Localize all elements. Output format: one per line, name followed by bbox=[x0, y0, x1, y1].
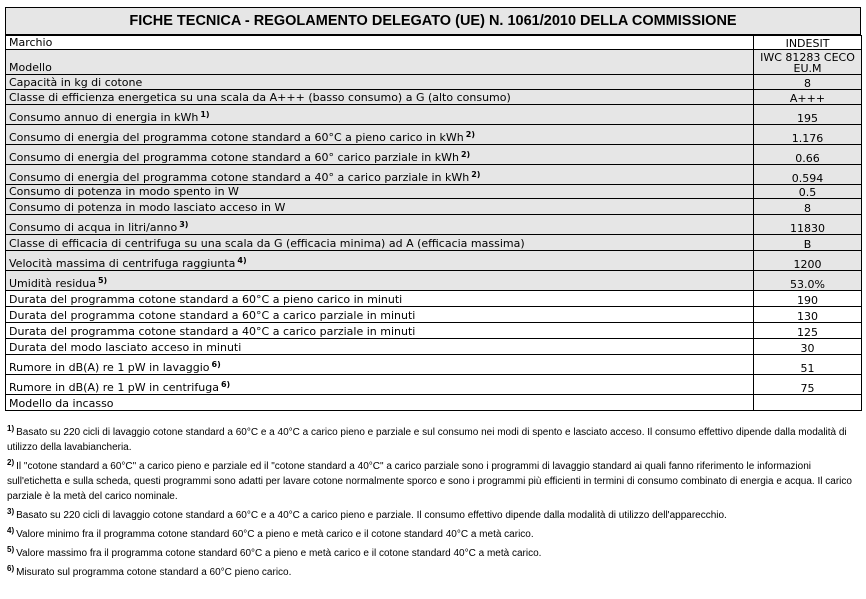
spec-row bbox=[6, 307, 862, 323]
footnote-text: Misurato sul programma cotone standard a 60°C pieno carico. bbox=[16, 567, 292, 578]
spec-label-cell bbox=[6, 355, 754, 375]
footnote-text: Valore minimo fra il programma cotone standard 60°C a pieno e metà carico e il cotone standard 40°C a metà carico. bbox=[16, 529, 534, 540]
footnote-ref: 6) bbox=[220, 380, 231, 389]
footnote-mark: 4) bbox=[7, 526, 15, 535]
spec-row bbox=[6, 271, 862, 291]
spec-value: 51 bbox=[754, 355, 862, 375]
spec-label: Durata del modo lasciato acceso in minuti bbox=[9, 341, 242, 354]
spec-label: Consumo di energia del programma cotone standard a 60° carico parziale in kWh bbox=[9, 151, 459, 164]
spec-label-cell bbox=[6, 235, 754, 251]
spec-table bbox=[5, 35, 862, 411]
spec-label-cell bbox=[6, 125, 754, 145]
footnote-text: Valore massimo fra il programma cotone standard 60°C a pieno e metà carico e il cotone standard 40°C a metà carico. bbox=[16, 548, 542, 559]
spec-value: 0.5 bbox=[754, 185, 862, 199]
spec-label-cell bbox=[6, 75, 754, 90]
footnote-ref: 2) bbox=[460, 150, 471, 159]
spec-label: Consumo di potenza in modo lasciato acceso in W bbox=[9, 201, 286, 214]
spec-value: A+++ bbox=[754, 90, 862, 105]
spec-value: 190 bbox=[754, 291, 862, 307]
spec-label: Consumo di energia del programma cotone standard a 60°C a pieno carico in kWh bbox=[9, 131, 464, 144]
spec-value: B bbox=[754, 235, 862, 251]
spec-label-cell bbox=[6, 145, 754, 165]
spec-row bbox=[6, 145, 862, 165]
spec-value: 30 bbox=[754, 339, 862, 355]
footnote bbox=[7, 508, 855, 523]
spec-label: Modello da incasso bbox=[9, 397, 114, 410]
spec-label: Classe di efficacia di centrifuga su una scala da G (efficacia minima) ad A (efficacia massima) bbox=[9, 237, 525, 250]
spec-value: INDESIT bbox=[754, 36, 862, 50]
spec-label-cell bbox=[6, 90, 754, 105]
footnote bbox=[7, 546, 855, 561]
spec-row bbox=[6, 355, 862, 375]
spec-row bbox=[6, 90, 862, 105]
footnote-mark: 3) bbox=[7, 507, 15, 516]
spec-value: 11830 bbox=[754, 215, 862, 235]
footnote-ref: 2) bbox=[471, 170, 481, 179]
footnote-mark: 2) bbox=[7, 458, 15, 467]
footnote bbox=[7, 527, 855, 542]
spec-label-cell bbox=[6, 271, 754, 291]
spec-label-cell bbox=[6, 105, 754, 125]
spec-value: IWC 81283 CECO EU.M bbox=[754, 50, 862, 75]
spec-row bbox=[6, 215, 862, 235]
spec-label-cell bbox=[6, 36, 754, 50]
spec-value: 8 bbox=[754, 199, 862, 215]
spec-row bbox=[6, 375, 862, 395]
footnote-ref: 3) bbox=[179, 220, 189, 229]
spec-row bbox=[6, 199, 862, 215]
spec-value: 125 bbox=[754, 323, 862, 339]
spec-row bbox=[6, 50, 862, 75]
sheet-title: FICHE TECNICA - REGOLAMENTO DELEGATO (UE) N. 1061/2010 DELLA COMMISSIONE bbox=[5, 7, 861, 35]
spec-row bbox=[6, 125, 862, 145]
spec-label: Consumo di potenza in modo spento in W bbox=[9, 185, 239, 198]
spec-label-cell bbox=[6, 215, 754, 235]
spec-label-cell bbox=[6, 185, 754, 199]
spec-label: Durata del programma cotone standard a 60°C a pieno carico in minuti bbox=[9, 293, 403, 306]
footnote bbox=[7, 459, 855, 504]
spec-row bbox=[6, 165, 862, 185]
spec-value: 8 bbox=[754, 75, 862, 90]
spec-row bbox=[6, 323, 862, 339]
footnotes bbox=[7, 425, 855, 580]
footnote-ref: 5) bbox=[97, 276, 108, 285]
spec-label-cell bbox=[6, 251, 754, 271]
spec-label: Capacità in kg di cotone bbox=[9, 76, 143, 89]
footnote-mark: 1) bbox=[7, 424, 15, 433]
spec-row bbox=[6, 251, 862, 271]
spec-label-cell bbox=[6, 395, 754, 411]
spec-label: Consumo di acqua in litri/anno bbox=[9, 221, 178, 234]
spec-value: 195 bbox=[754, 105, 862, 125]
spec-label: Velocità massima di centrifuga raggiunta bbox=[9, 257, 236, 270]
spec-label: Consumo di energia del programma cotone standard a 40° a carico parziale in kWh bbox=[9, 171, 470, 184]
spec-label-cell bbox=[6, 291, 754, 307]
spec-label-cell bbox=[6, 199, 754, 215]
spec-row bbox=[6, 339, 862, 355]
spec-label-cell bbox=[6, 50, 754, 75]
footnote bbox=[7, 565, 855, 580]
footnote-ref: 4) bbox=[237, 256, 247, 265]
spec-value: 0.66 bbox=[754, 145, 862, 165]
spec-sheet bbox=[5, 7, 861, 411]
spec-label: Durata del programma cotone standard a 40°C a carico parziale in minuti bbox=[9, 325, 416, 338]
spec-label-cell bbox=[6, 165, 754, 185]
footnote bbox=[7, 425, 855, 455]
spec-row bbox=[6, 395, 862, 411]
spec-value: 1.176 bbox=[754, 125, 862, 145]
footnote-text: Basato su 220 cicli di lavaggio cotone standard a 60°C e a 40°C a carico pieno e parziale. Il consumo effettivo dipende dalla modalità di utilizzo dell'apparecchio. bbox=[16, 510, 727, 521]
footnote-ref: 2) bbox=[465, 130, 475, 139]
spec-row bbox=[6, 105, 862, 125]
spec-label: Consumo annuo di energia in kWh bbox=[9, 111, 199, 124]
spec-label: Marchio bbox=[9, 36, 53, 49]
spec-label: Rumore in dB(A) re 1 pW in centrifuga bbox=[9, 381, 219, 394]
footnote-text: Basato su 220 cicli di lavaggio cotone standard a 60°C e a 40°C a carico pieno e parziale e sul consumo nei modi di spento e lasciato acceso. Il consumo effettivo dipende dalla modalità di utilizzo della lavabiancheria. bbox=[7, 427, 847, 453]
spec-value: 75 bbox=[754, 375, 862, 395]
spec-value: 130 bbox=[754, 307, 862, 323]
spec-label: Umidità residua bbox=[9, 277, 96, 290]
spec-value bbox=[754, 395, 862, 411]
spec-row bbox=[6, 235, 862, 251]
spec-label: Modello bbox=[9, 61, 52, 74]
spec-label-cell bbox=[6, 339, 754, 355]
footnote-ref: 1) bbox=[200, 110, 210, 119]
spec-label: Rumore in dB(A) re 1 pW in lavaggio bbox=[9, 361, 210, 374]
spec-label-cell bbox=[6, 307, 754, 323]
spec-row bbox=[6, 75, 862, 90]
spec-row bbox=[6, 36, 862, 50]
spec-value: 0.594 bbox=[754, 165, 862, 185]
spec-row bbox=[6, 291, 862, 307]
footnote-text: Il "cotone standard a 60°C" a carico pieno e parziale ed il "cotone standard a 40°C" a carico parziale sono i programmi di lavaggio standard ai quali fanno riferimento le informazioni sull'etichetta e sulla scheda, questi programmi sono adatti per lavare cotone normalmente sporco e sono i programmi più efficienti in termini di consumo combinato di energia e acqua. Il carico parziale è la metà del carico nominale. bbox=[7, 461, 852, 502]
footnote-mark: 5) bbox=[7, 545, 15, 554]
spec-value: 53.0% bbox=[754, 271, 862, 291]
spec-label: Classe di efficienza energetica su una scala da A+++ (basso consumo) a G (alto consumo) bbox=[9, 91, 511, 104]
spec-label-cell bbox=[6, 375, 754, 395]
spec-label: Durata del programma cotone standard a 60°C a carico parziale in minuti bbox=[9, 309, 416, 322]
spec-row bbox=[6, 185, 862, 199]
spec-label-cell bbox=[6, 323, 754, 339]
footnote-ref: 6) bbox=[211, 360, 221, 369]
spec-value: 1200 bbox=[754, 251, 862, 271]
footnote-mark: 6) bbox=[7, 564, 15, 573]
